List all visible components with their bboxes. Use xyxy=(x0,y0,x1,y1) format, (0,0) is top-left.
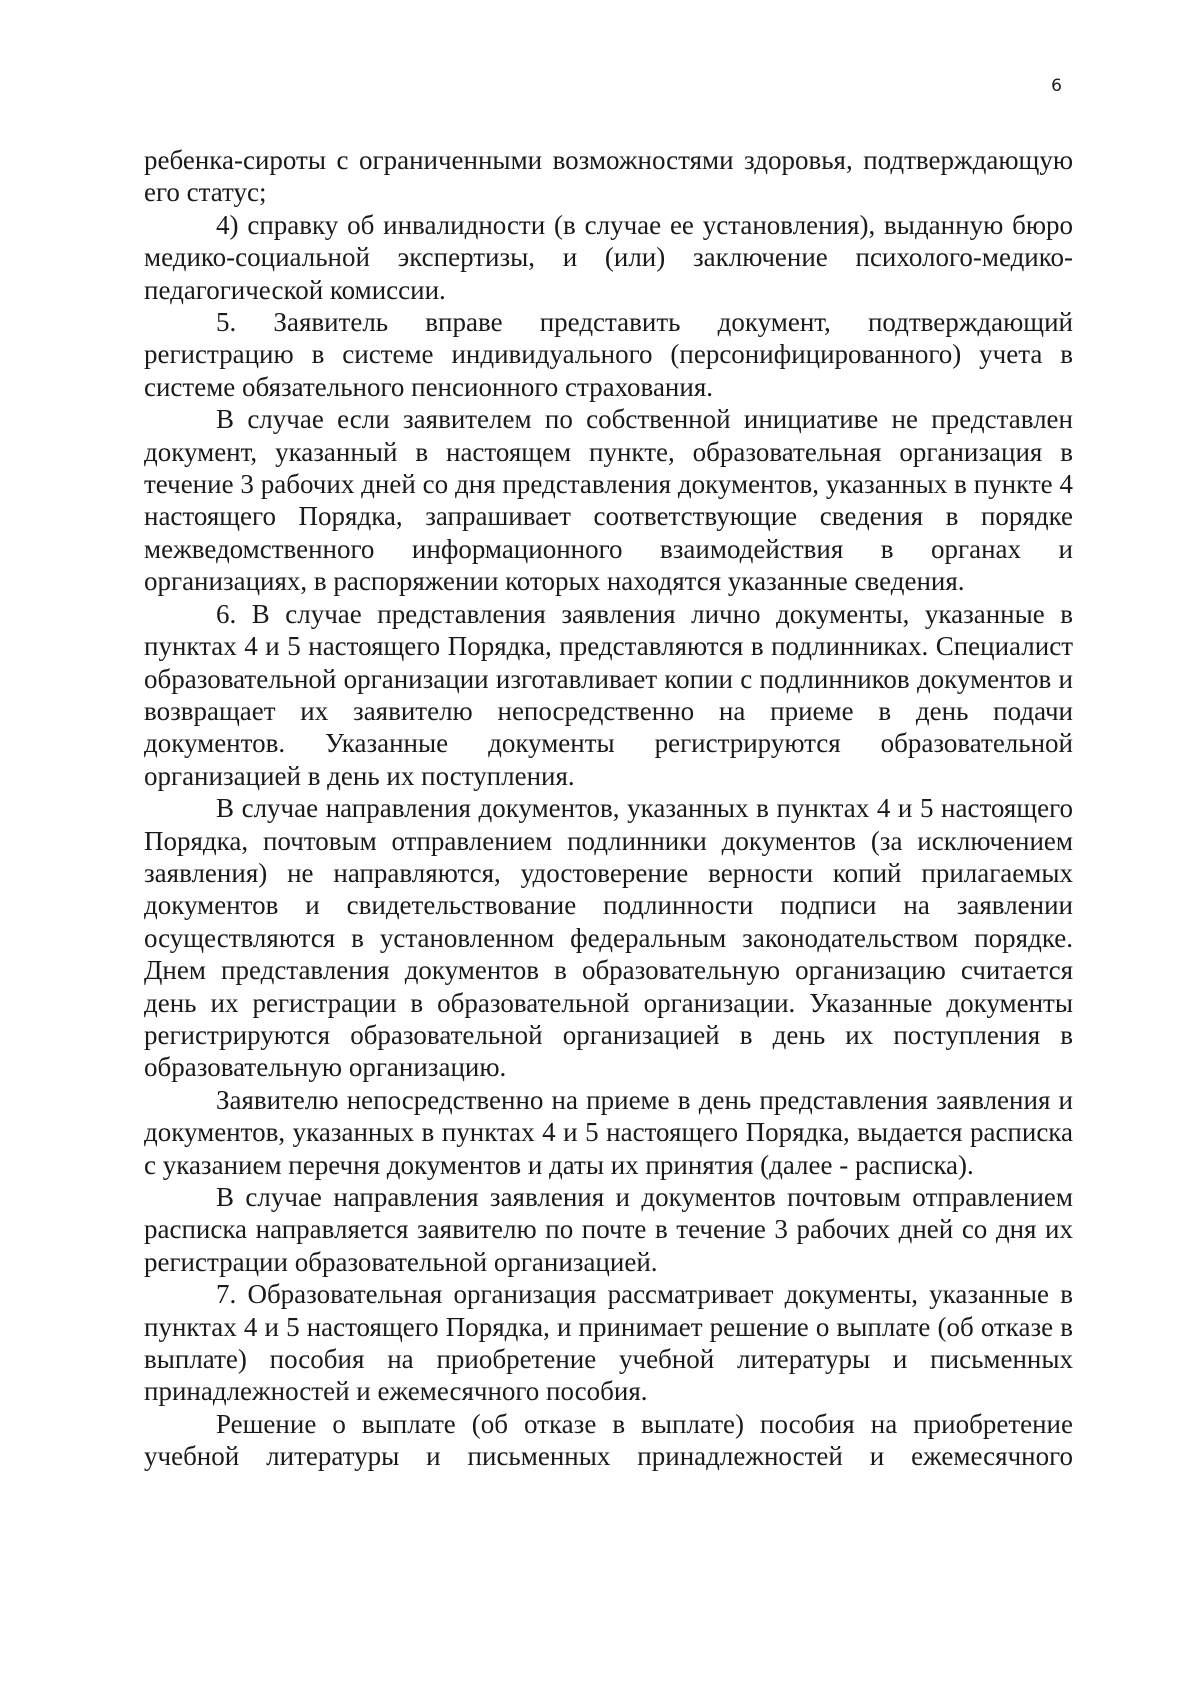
paragraph: 6. В случае представления заявления лично документы, указанные в пунктах 4 и 5 настоящего Порядка, представляются в подлинниках. Специалист образовательной организации изготавливает копии с подлинников документов и возвращает их заявителю непосредственно на приеме в день подачи документов. Указанные документы регистрируются образовательной организацией в день их поступления. xyxy=(144,598,1073,791)
page-number: 6 xyxy=(1051,76,1062,96)
paragraph: В случае если заявителем по собственной инициативе не представлен документ, указанный в настоящем пункте, образовательная организация в течение 3 рабочих дней со дня представления документов, указанных в пункте 4 настоящего Порядка, запрашивает соответствующие сведения в порядке межведомственного информационного взаимодействия в органах и организациях, в распоряжении которых находятся указанные сведения. xyxy=(144,404,1073,597)
paragraph: 4) справку об инвалидности (в случае ее установления), выданную бюро медико-социальной экспертизы, и (или) заключение психолого-медико-педагогической комиссии. xyxy=(144,209,1073,305)
document-body xyxy=(144,144,1073,1473)
paragraph: В случае направления заявления и документов почтовым отправлением расписка направляется заявителю по почте в течение 3 рабочих дней со дня их регистрации образовательной организацией. xyxy=(144,1182,1073,1277)
paragraph: Заявителю непосредственно на приеме в день представления заявления и документов, указанных в пунктах 4 и 5 настоящего Порядка, выдается расписка с указанием перечня документов и даты их принятия (далее - расписка). xyxy=(144,1084,1073,1180)
paragraph: 5. Заявитель вправе представить документ, подтверждающий регистрацию в системе индивидуального (персонифицированного) учета в системе обязательного пенсионного страхования. xyxy=(144,307,1073,402)
last-paragraph-continued: Решение о выплате (об отказе в выплате) пособия на приобретение учебной литературы и письменных принадлежностей и ежемесячного xyxy=(144,1408,1073,1472)
paragraph: В случае направления документов, указанных в пунктах 4 и 5 настоящего Порядка, почтовым отправлением подлинники документов (за исключением заявления) не направляются, удостоверение верности копий прилагаемых документов и свидетельствование подлинности подписи на заявлении осуществляются в установленном федеральным законодательством порядке. Днем представления документов в образовательную организацию считается день их регистрации в образовательной организации. Указанные документы регистрируются образовательной организацией в день их поступления в образовательную организацию. xyxy=(144,793,1073,1083)
paragraph: 7. Образовательная организация рассматривает документы, указанные в пунктах 4 и 5 настоящего Порядка, и принимает решение о выплате (об отказе в выплате) пособия на приобретение учебной литературы и письменных принадлежностей и ежемесячного пособия. xyxy=(144,1279,1073,1407)
paragraph: ребенка-сироты с ограниченными возможностями здоровья, подтверждающую его статус; xyxy=(144,145,1073,208)
